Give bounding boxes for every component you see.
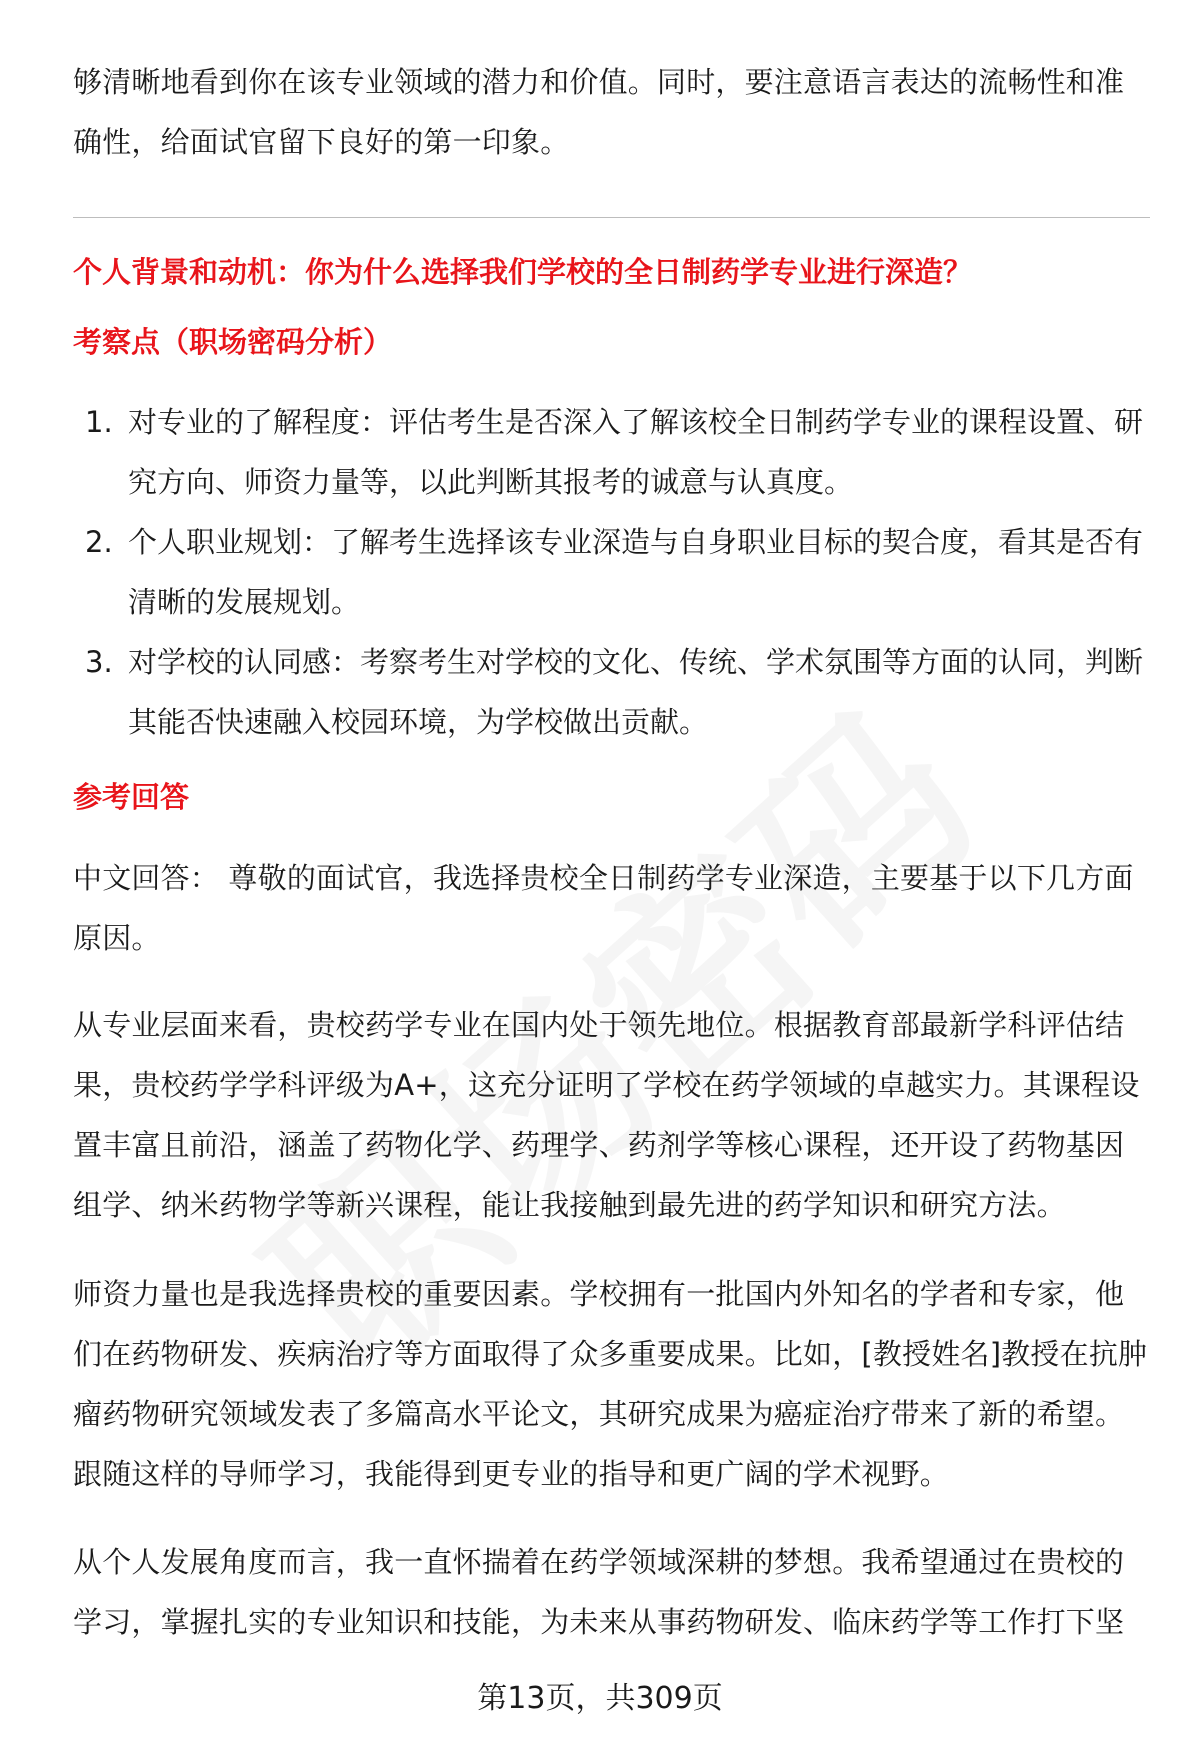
answer-paragraph: 从专业层面来看，贵校药学专业在国内处于领先地位。根据教育部最新学科评估结果，贵校药学学科评级为A+，这充分证明了学校在药学领域的卓越实力。其课程设置丰富且前沿，涵盖了药物化学、药理学、药剂学等核心课程，还开设了药物基因组学、纳米药物学等新兴课程，能让我接触到最先进的药学知识和研究方法。	[73, 1008, 1140, 1222]
list-number: 2.	[85, 525, 113, 559]
answer-paragraph: 师资力量也是我选择贵校的重要因素。学校拥有一批国内外知名的学者和专家，他们在药物研发、疾病治疗等方面取得了众多重要成果。比如，[教授姓名]教授在抗肿瘤药物研究领域发表了多篇高水平论文，其研究成果为癌症治疗带来了新的希望。跟随这样的导师学习，我能得到更专业的指导和更广阔的学术视野。	[73, 1277, 1148, 1491]
assessment-item-text: 个人职业规划：了解考生选择该专业深造与自身职业目标的契合度，看其是否有清晰的发展规划。	[128, 525, 1144, 619]
document-page	[73, 0, 1150, 1755]
question-heading: 个人背景和动机：你为什么选择我们学校的全日制药学专业进行深造？	[73, 255, 973, 289]
assessment-item	[73, 392, 1150, 512]
answer-heading: 参考回答	[73, 780, 190, 814]
section-divider	[73, 217, 1150, 218]
answer-paragraph: 中文回答： 尊敬的面试官，我选择贵校全日制药学专业深造，主要基于以下几方面原因。	[73, 861, 1134, 955]
assessment-heading: 考察点（职场密码分析）	[73, 325, 393, 359]
intro-paragraph: 够清晰地看到你在该专业领域的潜力和价值。同时，要注意语言表达的流畅性和准确性，给面试官留下良好的第一印象。	[73, 65, 1125, 159]
answer-paragraph: 从个人发展角度而言，我一直怀揣着在药学领域深耕的梦想。我希望通过在贵校的学习，掌握扎实的专业知识和技能，为未来从事药物研发、临床药学等工作打下坚	[73, 1545, 1125, 1639]
assessment-item	[73, 632, 1150, 752]
assessment-item-text: 对专业的了解程度：评估考生是否深入了解该校全日制药学专业的课程设置、研究方向、师资力量等，以此判断其报考的诚意与认真度。	[128, 405, 1144, 499]
assessment-item-text: 对学校的认同感：考察考生对学校的文化、传统、学术氛围等方面的认同，判断其能否快速融入校园环境，为学校做出贡献。	[128, 645, 1144, 739]
page-number: 第13页，共309页	[477, 1681, 723, 1716]
assessment-item	[73, 512, 1150, 632]
assessment-list	[73, 392, 1150, 752]
list-number: 3.	[85, 645, 113, 679]
list-number: 1.	[85, 405, 113, 439]
